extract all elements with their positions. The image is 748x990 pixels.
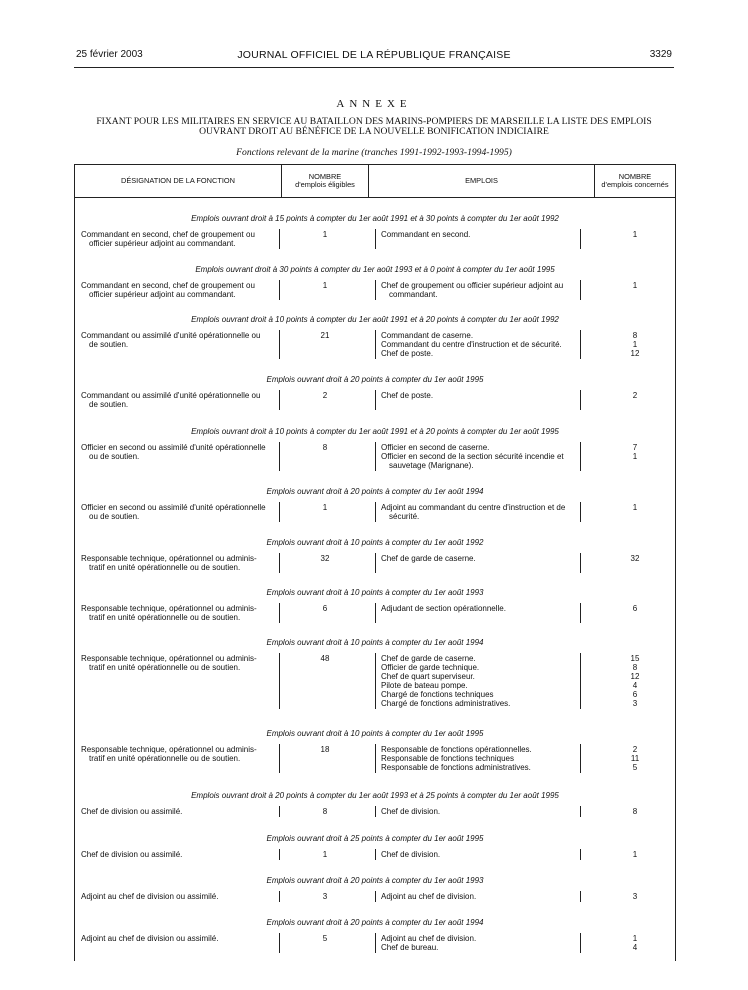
column-header-designation: DÉSIGNATION DE LA FONCTION (75, 165, 282, 197)
emploi-line: Chargé de fonctions techniques (381, 690, 494, 699)
emploi-item (381, 892, 585, 901)
emplois-list (381, 892, 585, 901)
concerned-count: 6 (632, 604, 638, 613)
function-line: de soutien. (89, 340, 129, 349)
function-designation (81, 745, 277, 763)
emploi-line: commandant. (389, 290, 438, 299)
column-divider (580, 603, 581, 623)
section-caption: Emplois ouvrant droit à 10 points à compter du 1er août 1991 et à 20 points à compter du 1er août 1995 (191, 427, 559, 436)
eligible-count: 5 (322, 934, 328, 943)
emploi-item (381, 943, 585, 952)
emploi-item (381, 331, 585, 340)
function-line: officier supérieur adjoint au commandant. (89, 239, 236, 248)
emploi-line: Chef de bureau. (381, 943, 439, 952)
emploi-item (381, 672, 585, 681)
eligible-count: 32 (320, 554, 330, 563)
concerned-count: 4 (632, 681, 638, 690)
emploi-item (381, 281, 585, 299)
function-designation (81, 281, 277, 299)
emploi-item (381, 690, 585, 699)
eligible-count: 48 (320, 654, 330, 663)
function-line: Chef de division ou assimilé. (81, 850, 183, 859)
emploi-line: sécurité. (389, 512, 420, 521)
section-caption: Emplois ouvrant droit à 20 points à compter du 1er août 1994 (266, 918, 484, 927)
column-divider (580, 933, 581, 953)
column-divider (279, 553, 280, 573)
function-designation (81, 892, 277, 901)
emploi-line: Officier en second de caserne. (381, 443, 490, 452)
emploi-item (381, 391, 585, 400)
concerned-count: 6 (632, 690, 638, 699)
emploi-line: Chef de groupement ou officier supérieur adjoint au (381, 281, 564, 290)
column-divider (375, 744, 376, 773)
eligible-count: 2 (322, 391, 328, 400)
column-header-eligibles (282, 165, 369, 197)
column-divider (580, 553, 581, 573)
emplois-list (381, 745, 585, 772)
emploi-item (381, 340, 585, 349)
concerned-count: 1 (632, 230, 638, 239)
concerned-count: 8 (632, 663, 638, 672)
function-line: Chef de division ou assimilé. (81, 807, 183, 816)
function-designation (81, 331, 277, 349)
emploi-item (381, 699, 585, 708)
section-caption: Emplois ouvrant droit à 10 points à compter du 1er août 1995 (266, 729, 484, 738)
concerned-count: 1 (632, 934, 638, 943)
emploi-item (381, 230, 585, 239)
section-caption: Emplois ouvrant droit à 10 points à compter du 1er août 1992 (266, 538, 484, 547)
eligible-count: 8 (322, 807, 328, 816)
column-divider (375, 891, 376, 902)
emplois-list (381, 934, 585, 952)
function-line: Adjoint au chef de division ou assimilé. (81, 892, 219, 901)
concerned-count: 2 (632, 391, 638, 400)
emploi-line: Officier de garde technique. (381, 663, 480, 672)
column-header-concernes-line1: NOMBRE (618, 172, 652, 181)
column-divider (279, 330, 280, 359)
function-line: Commandant en second, chef de groupement ou (81, 281, 255, 290)
function-line: tratif en unité opérationnelle ou de soutien. (89, 754, 241, 763)
function-line: Responsable technique, opérationnel ou adminis- (81, 554, 257, 563)
emploi-item (381, 604, 585, 613)
emploi-line: Adjudant de section opérationnelle. (381, 604, 506, 613)
function-designation (81, 807, 277, 816)
emploi-line: Chef de garde de caserne. (381, 554, 476, 563)
concerned-count: 2 (632, 745, 638, 754)
eligible-count: 1 (322, 503, 328, 512)
function-line: ou de soutien. (89, 452, 140, 461)
emploi-item (381, 807, 585, 816)
column-divider (375, 442, 376, 471)
column-divider (580, 390, 581, 410)
column-divider (375, 849, 376, 860)
column-header-eligibles-line1: NOMBRE (308, 172, 342, 181)
concerned-count: 1 (632, 452, 638, 461)
emploi-item (381, 754, 585, 763)
function-designation (81, 554, 277, 572)
function-line: tratif en unité opérationnelle ou de soutien. (89, 563, 241, 572)
column-divider (375, 603, 376, 623)
column-divider (375, 229, 376, 249)
title-line: FIXANT POUR LES MILITAIRES EN SERVICE AU BATAILLON DES MARINS-POMPIERS DE MARSEILLE LA LISTE DES EMPLOIS (96, 116, 652, 127)
column-divider (279, 806, 280, 817)
concerned-count: 1 (632, 850, 638, 859)
emploi-item (381, 654, 585, 663)
concerned-count: 15 (630, 654, 640, 663)
function-line: Commandant en second, chef de groupement ou (81, 230, 255, 239)
eligible-count: 6 (322, 604, 328, 613)
concerned-count: 8 (632, 331, 638, 340)
concerned-count: 12 (630, 349, 640, 358)
eligible-count: 1 (322, 850, 328, 859)
emploi-line: Chef de division. (381, 807, 441, 816)
emploi-line: Chef de poste. (381, 349, 434, 358)
column-header-eligibles-line2: d'emplois éligibles (295, 180, 355, 189)
emploi-item (381, 663, 585, 672)
concerned-count: 1 (632, 503, 638, 512)
emploi-item (381, 934, 585, 943)
emploi-item (381, 745, 585, 754)
function-designation (81, 934, 277, 943)
emplois-list (381, 331, 585, 358)
eligible-count: 18 (320, 745, 330, 754)
emploi-line: sauvetage (Marignane). (389, 461, 474, 470)
column-divider (580, 502, 581, 522)
emploi-item (381, 452, 585, 470)
concerned-count: 32 (630, 554, 640, 563)
functions-table (74, 164, 676, 961)
column-divider (580, 330, 581, 359)
column-divider (279, 933, 280, 953)
column-divider (279, 442, 280, 471)
column-divider (279, 229, 280, 249)
emplois-list (381, 503, 585, 521)
emploi-line: Officier en second de la section sécurité incendie et (381, 452, 564, 461)
function-line: Adjoint au chef de division ou assimilé. (81, 934, 219, 943)
column-divider (279, 849, 280, 860)
document-subtitle: Fonctions relevant de la marine (tranches 1991-1992-1993-1994-1995) (236, 147, 512, 158)
column-divider (580, 849, 581, 860)
emploi-item (381, 850, 585, 859)
column-divider (580, 280, 581, 300)
concerned-count: 11 (630, 754, 640, 763)
column-divider (375, 280, 376, 300)
eligible-count: 21 (320, 331, 330, 340)
emploi-line: Adjoint au chef de division. (381, 934, 477, 943)
function-designation (81, 604, 277, 622)
emploi-line: Responsable de fonctions techniques (381, 754, 514, 763)
concerned-count: 1 (632, 281, 638, 290)
section-caption: Emplois ouvrant droit à 30 points à compter du 1er août 1993 et à 0 point à compter du 1er août 1995 (195, 265, 555, 274)
column-divider (375, 502, 376, 522)
emploi-line: Responsable de fonctions administratives. (381, 763, 531, 772)
concerned-count: 4 (632, 943, 638, 952)
column-header-concernes-line2: d'emplois concernés (601, 180, 669, 189)
column-divider (279, 390, 280, 410)
column-divider (580, 744, 581, 773)
concerned-count: 3 (632, 699, 638, 708)
function-designation (81, 230, 277, 248)
emploi-line: Responsable de fonctions opérationnelles. (381, 745, 532, 754)
column-header-concernes (595, 165, 675, 197)
function-line: tratif en unité opérationnelle ou de soutien. (89, 613, 241, 622)
function-line: Commandant ou assimilé d'unité opérationnelle ou (81, 391, 261, 400)
concerned-count: 12 (630, 672, 640, 681)
column-divider (375, 933, 376, 953)
emploi-line: Commandant de caserne. (381, 331, 474, 340)
function-line: ou de soutien. (89, 512, 140, 521)
column-divider (375, 553, 376, 573)
emploi-line: Commandant du centre d'instruction et de sécurité. (381, 340, 562, 349)
function-line: Responsable technique, opérationnel ou adminis- (81, 654, 257, 663)
concerned-count: 3 (632, 892, 638, 901)
section-caption: Emplois ouvrant droit à 15 points à compter du 1er août 1991 et à 30 points à compter du 1er août 1992 (191, 214, 559, 223)
column-divider (580, 229, 581, 249)
section-caption: Emplois ouvrant droit à 20 points à compter du 1er août 1994 (266, 487, 484, 496)
emploi-line: Pilote de bateau pompe. (381, 681, 468, 690)
function-designation (81, 654, 277, 672)
function-line: Officier en second ou assimilé d'unité opérationnelle (81, 443, 266, 452)
table-header (75, 165, 675, 198)
section-caption: Emplois ouvrant droit à 10 points à compter du 1er août 1994 (266, 638, 484, 647)
section-caption: Emplois ouvrant droit à 20 points à compter du 1er août 1995 (266, 375, 484, 384)
emplois-list (381, 604, 585, 613)
column-header-emplois: EMPLOIS (369, 165, 595, 197)
emplois-list (381, 850, 585, 859)
concerned-count: 7 (632, 443, 638, 452)
emploi-item (381, 681, 585, 690)
emplois-list (381, 443, 585, 470)
function-line: tratif en unité opérationnelle ou de soutien. (89, 663, 241, 672)
section-caption: Emplois ouvrant droit à 10 points à compter du 1er août 1991 et à 20 points à compter du 1er août 1992 (191, 315, 559, 324)
column-divider (580, 806, 581, 817)
emploi-line: Chargé de fonctions administratives. (381, 699, 511, 708)
header-page-number: 3329 (649, 49, 672, 60)
function-designation (81, 503, 277, 521)
section-caption: Emplois ouvrant droit à 20 points à compter du 1er août 1993 et à 25 points à compter du 1er août 1995 (191, 791, 559, 800)
emploi-item (381, 554, 585, 563)
column-divider (279, 280, 280, 300)
emploi-item (381, 503, 585, 521)
emploi-line: Chef de division. (381, 850, 441, 859)
emploi-item (381, 443, 585, 452)
emploi-item (381, 763, 585, 772)
column-divider (580, 653, 581, 709)
column-divider (375, 390, 376, 410)
column-divider (279, 502, 280, 522)
eligible-count: 1 (322, 230, 328, 239)
annexe-heading: ANNEXE (336, 98, 412, 110)
emploi-line: Commandant en second. (381, 230, 471, 239)
column-divider (279, 891, 280, 902)
emplois-list (381, 554, 585, 563)
section-caption: Emplois ouvrant droit à 20 points à compter du 1er août 1993 (266, 876, 484, 885)
function-line: de soutien. (89, 400, 129, 409)
function-line: Commandant ou assimilé d'unité opérationnelle ou (81, 331, 261, 340)
header-journal-title: JOURNAL OFFICIEL DE LA RÉPUBLIQUE FRANÇAISE (237, 49, 511, 61)
column-divider (279, 603, 280, 623)
emploi-line: Chef de quart superviseur. (381, 672, 475, 681)
function-line: Responsable technique, opérationnel ou adminis- (81, 604, 257, 613)
emplois-list (381, 654, 585, 708)
emploi-line: Adjoint au commandant du centre d'instruction et de (381, 503, 566, 512)
section-caption: Emplois ouvrant droit à 10 points à compter du 1er août 1993 (266, 588, 484, 597)
function-line: officier supérieur adjoint au commandant. (89, 290, 236, 299)
header-date: 25 février 2003 (76, 49, 143, 60)
emploi-item (381, 349, 585, 358)
emplois-list (381, 281, 585, 299)
concerned-count: 8 (632, 807, 638, 816)
column-divider (375, 806, 376, 817)
emplois-list (381, 391, 585, 400)
function-designation (81, 391, 277, 409)
eligible-count: 3 (322, 892, 328, 901)
section-caption: Emplois ouvrant droit à 25 points à compter du 1er août 1995 (266, 834, 484, 843)
eligible-count: 1 (322, 281, 328, 290)
running-header (0, 49, 748, 65)
emplois-list (381, 807, 585, 816)
eligible-count: 8 (322, 443, 328, 452)
concerned-count: 5 (632, 763, 638, 772)
emploi-line: Chef de poste. (381, 391, 434, 400)
function-designation (81, 443, 277, 461)
function-line: Officier en second ou assimilé d'unité opérationnelle (81, 503, 266, 512)
column-divider (375, 653, 376, 709)
function-line: Responsable technique, opérationnel ou adminis- (81, 745, 257, 754)
title-line: OUVRANT DROIT AU BÉNÉFICE DE LA NOUVELLE BONIFICATION INDICIAIRE (199, 126, 549, 137)
column-divider (279, 744, 280, 773)
function-designation (81, 850, 277, 859)
column-divider (580, 891, 581, 902)
concerned-count: 1 (632, 340, 638, 349)
emplois-list (381, 230, 585, 239)
header-rule (74, 67, 674, 68)
emploi-line: Chef de garde de caserne. (381, 654, 476, 663)
emploi-line: Adjoint au chef de division. (381, 892, 477, 901)
column-divider (279, 653, 280, 709)
document-title (74, 117, 674, 137)
column-divider (375, 330, 376, 359)
column-divider (580, 442, 581, 471)
